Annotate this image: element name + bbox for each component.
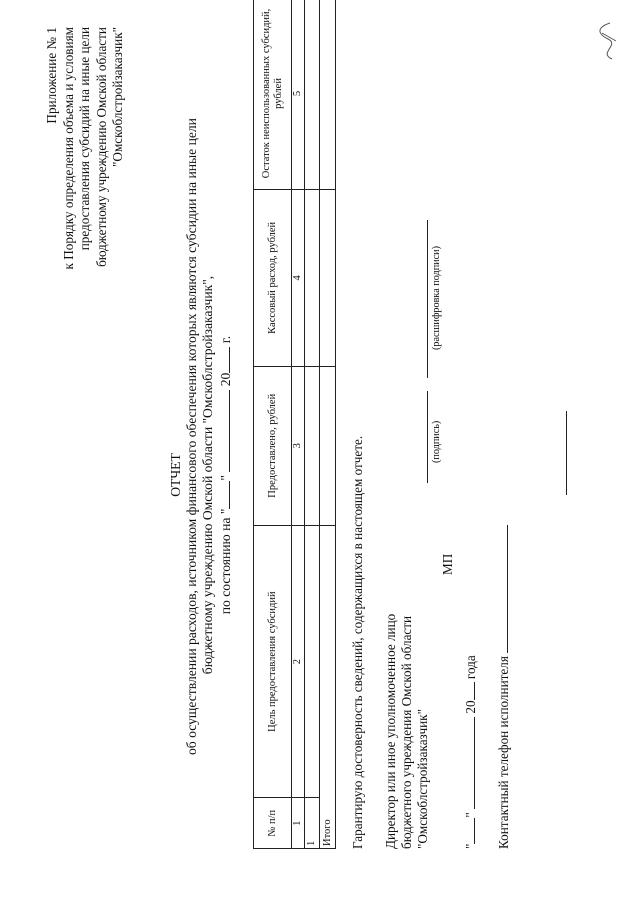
appendix-line-4: бюджетному учреждению Омской области	[93, 27, 109, 267]
table-cell: 1	[305, 798, 320, 849]
date-open-quote: "	[463, 843, 478, 849]
header-cash-expense: Кассовый расход, рублей	[254, 189, 292, 366]
date-line-suffix: года	[463, 655, 478, 680]
appendix-line-2: к Порядку определения объема и условиям	[60, 27, 76, 270]
appendix-block	[44, 27, 127, 345]
col-number: 3	[292, 366, 305, 525]
date-close-quote: "	[463, 812, 478, 818]
header-remainder: Остаток неиспользованных субсидий, рублей	[254, 0, 292, 189]
signatory-line-3: "Омскоблстройзаказчик"	[415, 709, 430, 849]
signatory-line-2: бюджетного учреждения Омской области	[399, 615, 414, 849]
report-heading: ОТЧЕТ	[168, 453, 183, 497]
contact-phone-blank	[494, 525, 508, 653]
table-cell	[320, 0, 336, 189]
col-number: 1	[292, 798, 305, 849]
signature-line	[427, 391, 428, 483]
appendix-line-1: Приложение № 1	[44, 27, 59, 124]
date-year-blank	[216, 347, 230, 373]
decoding-caption: (расшифровка подписи)	[431, 246, 442, 350]
header-number: № п/п	[254, 798, 292, 849]
year-blank	[461, 682, 475, 700]
date-quote: "	[218, 475, 233, 481]
date-prefix: по состоянию на "	[218, 508, 233, 615]
day-blank	[461, 818, 475, 844]
date-line	[461, 655, 480, 849]
table-cell	[305, 189, 320, 366]
table-cell	[305, 366, 320, 525]
report-title-line-2: бюджетному учреждению Омской области "Омскоблстройзаказчик",	[200, 275, 215, 675]
decoding-line	[427, 220, 428, 378]
date-year-prefix: 20	[218, 372, 233, 387]
table-row	[305, 0, 320, 849]
scribble-mark	[592, 13, 624, 63]
date-month-blank	[216, 390, 230, 472]
stamp-mark: МП	[440, 553, 455, 575]
table-column-number-row	[292, 0, 305, 849]
month-blank	[461, 717, 475, 809]
signatory-line-1: Директор или иное уполномоченное лицо	[383, 613, 398, 849]
guarantee-text: Гарантирую достоверность сведений, содержащихся в настоящем отчете.	[350, 435, 365, 849]
date-line-year-prefix: 20	[463, 700, 478, 714]
table-cell	[320, 366, 336, 525]
signature-caption: (подпись)	[431, 420, 442, 463]
header-purpose: Цель предоставления субсидий	[254, 525, 292, 798]
col-number: 2	[292, 525, 305, 798]
total-label: Итого	[320, 525, 336, 848]
report-date-line	[216, 195, 234, 755]
contact-label: Контактный телефон исполнителя	[496, 656, 511, 849]
contact-phone	[494, 525, 513, 849]
date-day-blank	[216, 481, 230, 509]
report-title-line-1: об осуществлении расходов, источником финансового обеспечения которых являются субсидии на иные цели	[184, 118, 199, 755]
appendix-line-3: предоставления субсидий на иные цели	[77, 27, 93, 251]
table-cell	[320, 189, 336, 366]
col-number: 5	[292, 0, 305, 189]
table-header-row	[254, 0, 292, 849]
stray-line	[566, 411, 567, 495]
report-table	[253, 0, 336, 849]
date-suffix: г.	[218, 335, 233, 344]
appendix-line-5: "Омскоблстройзаказчик"	[110, 27, 126, 167]
header-provided: Предоставлено, рублей	[254, 366, 292, 525]
table-cell	[305, 0, 320, 189]
table-cell	[305, 525, 320, 798]
report-title-block	[168, 118, 234, 755]
table-total-row	[320, 0, 336, 849]
col-number: 4	[292, 189, 305, 366]
